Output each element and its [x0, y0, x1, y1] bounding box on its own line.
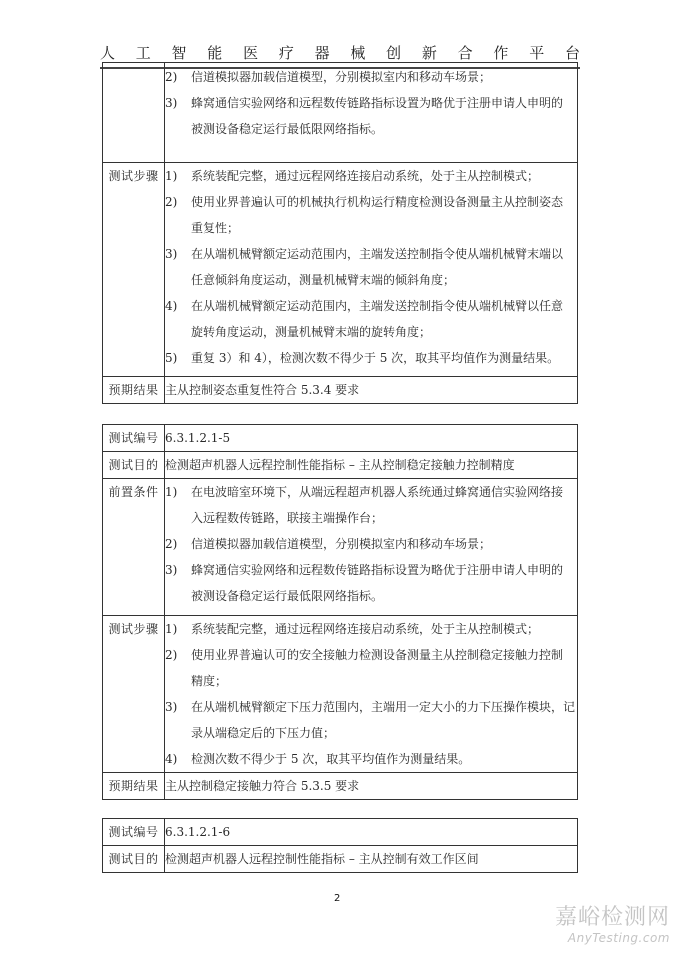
result-label: 预期结果	[103, 773, 165, 800]
page-number: 2	[334, 893, 341, 904]
result-label: 预期结果	[103, 377, 165, 404]
item-text: 录从端稳定后的下压力值；	[191, 726, 336, 740]
header-char: 创	[386, 44, 402, 62]
result-row	[103, 773, 578, 800]
list-item-line	[165, 583, 577, 609]
item-text: 被测设备稳定运行最低限网络指标。	[191, 122, 384, 136]
header-char: 智	[171, 44, 187, 62]
list-item-line	[165, 267, 577, 293]
list-item-line	[165, 163, 577, 189]
preconditions-content	[165, 479, 578, 616]
item-number: 2)	[165, 537, 178, 551]
item-number	[165, 215, 191, 241]
preconditions-content	[165, 63, 578, 163]
result-value: 主从控制姿态重复性符合 5.3.4 要求	[165, 377, 578, 404]
list-item-line	[165, 64, 577, 90]
test-purpose-label: 测试目的	[103, 452, 165, 479]
item-text: 重复 3）和 4），检测次数不得少于 5 次，取其平均值作为测量结果。	[191, 351, 560, 365]
item-number: 2)	[165, 648, 178, 662]
item-text: 任意倾斜角度运动，测量机械臂末端的倾斜角度；	[191, 273, 456, 287]
list-item-line	[165, 241, 577, 267]
list-item-line	[165, 479, 577, 505]
list-item-line	[165, 189, 577, 215]
header-char: 作	[493, 44, 509, 62]
steps-content	[165, 616, 578, 773]
header-char: 工	[135, 44, 151, 62]
item-text: 被测设备稳定运行最低限网络指标。	[191, 589, 384, 603]
header-char: 疗	[278, 44, 294, 62]
test-purpose-row	[103, 452, 578, 479]
item-number: 3)	[165, 563, 178, 577]
preconditions-row	[103, 63, 578, 163]
item-text: 重复性；	[191, 221, 240, 235]
test-id-value: 6.3.1.2.1-6	[165, 819, 578, 846]
list-item-line	[165, 746, 577, 772]
list-item-line	[165, 505, 577, 531]
header-char: 械	[350, 44, 366, 62]
item-number	[165, 668, 191, 694]
item-number: 5)	[165, 351, 178, 365]
item-number: 3)	[165, 96, 178, 110]
steps-label: 测试步骤	[103, 616, 165, 773]
result-row	[103, 377, 578, 404]
list-item-line	[165, 720, 577, 746]
list-item-line	[165, 694, 577, 720]
item-text: 信道模拟器加载信道模型，分别模拟室内和移动车场景；	[191, 70, 492, 84]
test-purpose-value: 检测超声机器人远程控制性能指标 – 主从控制有效工作区间	[165, 846, 578, 873]
item-text: 蜂窝通信实验网络和远程数传链路指标设置为略优于注册申请人申明的	[191, 563, 564, 577]
item-text: 系统装配完整，通过远程网络连接启动系统，处于主从控制模式；	[191, 622, 540, 636]
list-item-line	[165, 293, 577, 319]
test-purpose-value: 检测超声机器人远程控制性能指标 – 主从控制稳定接触力控制精度	[165, 452, 578, 479]
preconditions-label	[103, 63, 165, 163]
list-item-line	[165, 531, 577, 557]
steps-row	[103, 163, 578, 377]
item-number: 1)	[165, 169, 178, 183]
item-number: 3)	[165, 700, 178, 714]
item-number: 4)	[165, 752, 178, 766]
test-purpose-row	[103, 846, 578, 873]
item-text: 在从端机械臂额定运动范围内，主端发送控制指令使从端机械臂以任意	[191, 299, 564, 313]
item-text: 信道模拟器加载信道模型，分别模拟室内和移动车场景；	[191, 537, 492, 551]
item-number: 1)	[165, 485, 178, 499]
item-text: 在电波暗室环境下，从端远程超声机器人系统通过蜂窝通信实验网络接	[191, 485, 564, 499]
test-id-value: 6.3.1.2.1-5	[165, 425, 578, 452]
test-id-row	[103, 425, 578, 452]
preconditions-label: 前置条件	[103, 479, 165, 616]
preconditions-row	[103, 479, 578, 616]
item-text: 系统装配完整，通过远程网络连接启动系统，处于主从控制模式；	[191, 169, 540, 183]
test-table-6-3-1-2-1-5	[102, 424, 578, 800]
list-item-line	[165, 215, 577, 241]
item-text: 在从端机械臂额定运动范围内，主端发送控制指令使从端机械臂末端以	[191, 247, 564, 261]
list-item-line	[165, 616, 577, 642]
steps-label: 测试步骤	[103, 163, 165, 377]
item-text: 使用业界普遍认可的安全接触力检测设备测量主从控制稳定接触力控制	[191, 648, 564, 662]
item-number: 4)	[165, 299, 178, 313]
test-purpose-label: 测试目的	[103, 846, 165, 873]
item-text: 精度；	[191, 674, 228, 688]
item-text: 在从端机械臂额定下压力范围内，主端用一定大小的力下压操作模块，记	[191, 700, 576, 714]
item-number: 1)	[165, 622, 178, 636]
list-item-line	[165, 345, 577, 371]
list-item-line	[165, 557, 577, 583]
test-table-continued	[102, 62, 578, 404]
watermark-en: AnyTesting.com	[567, 931, 670, 945]
header-char: 平	[529, 44, 545, 62]
item-number	[165, 505, 191, 531]
running-header	[100, 44, 580, 64]
header-char: 人	[100, 44, 116, 62]
item-number	[165, 267, 191, 293]
test-id-label: 测试编号	[103, 425, 165, 452]
watermark-cn: 嘉峪检测网	[554, 905, 670, 930]
header-char: 能	[207, 44, 223, 62]
item-text: 旋转角度运动，测量机械臂末端的旋转角度；	[191, 325, 432, 339]
test-table-6-3-1-2-1-6	[102, 818, 578, 873]
test-id-row	[103, 819, 578, 846]
item-text: 检测次数不得少于 5 次，取其平均值作为测量结果。	[191, 752, 471, 766]
test-id-label: 测试编号	[103, 819, 165, 846]
item-text: 入远程数传链路，联接主端操作台；	[191, 511, 384, 525]
item-number: 2)	[165, 195, 178, 209]
item-number	[165, 116, 191, 142]
item-text: 蜂窝通信实验网络和远程数传链路指标设置为略优于注册申请人申明的	[191, 96, 564, 110]
item-text: 使用业界普遍认可的机械执行机构运行精度检测设备测量主从控制姿态	[191, 195, 564, 209]
item-number: 2)	[165, 70, 178, 84]
result-value: 主从控制稳定接触力符合 5.3.5 要求	[165, 773, 578, 800]
steps-row	[103, 616, 578, 773]
list-item-line	[165, 90, 577, 116]
header-char: 台	[564, 44, 580, 62]
steps-content	[165, 163, 578, 377]
item-number	[165, 720, 191, 746]
header-char: 医	[243, 44, 259, 62]
list-item-line	[165, 668, 577, 694]
list-item-line	[165, 116, 577, 142]
header-char: 合	[457, 44, 473, 62]
item-number	[165, 319, 191, 345]
header-char: 新	[421, 44, 437, 62]
list-item-line	[165, 319, 577, 345]
header-char: 器	[314, 44, 330, 62]
watermark-logo	[530, 905, 670, 945]
list-item-line	[165, 642, 577, 668]
item-number: 3)	[165, 247, 178, 261]
item-number	[165, 583, 191, 609]
